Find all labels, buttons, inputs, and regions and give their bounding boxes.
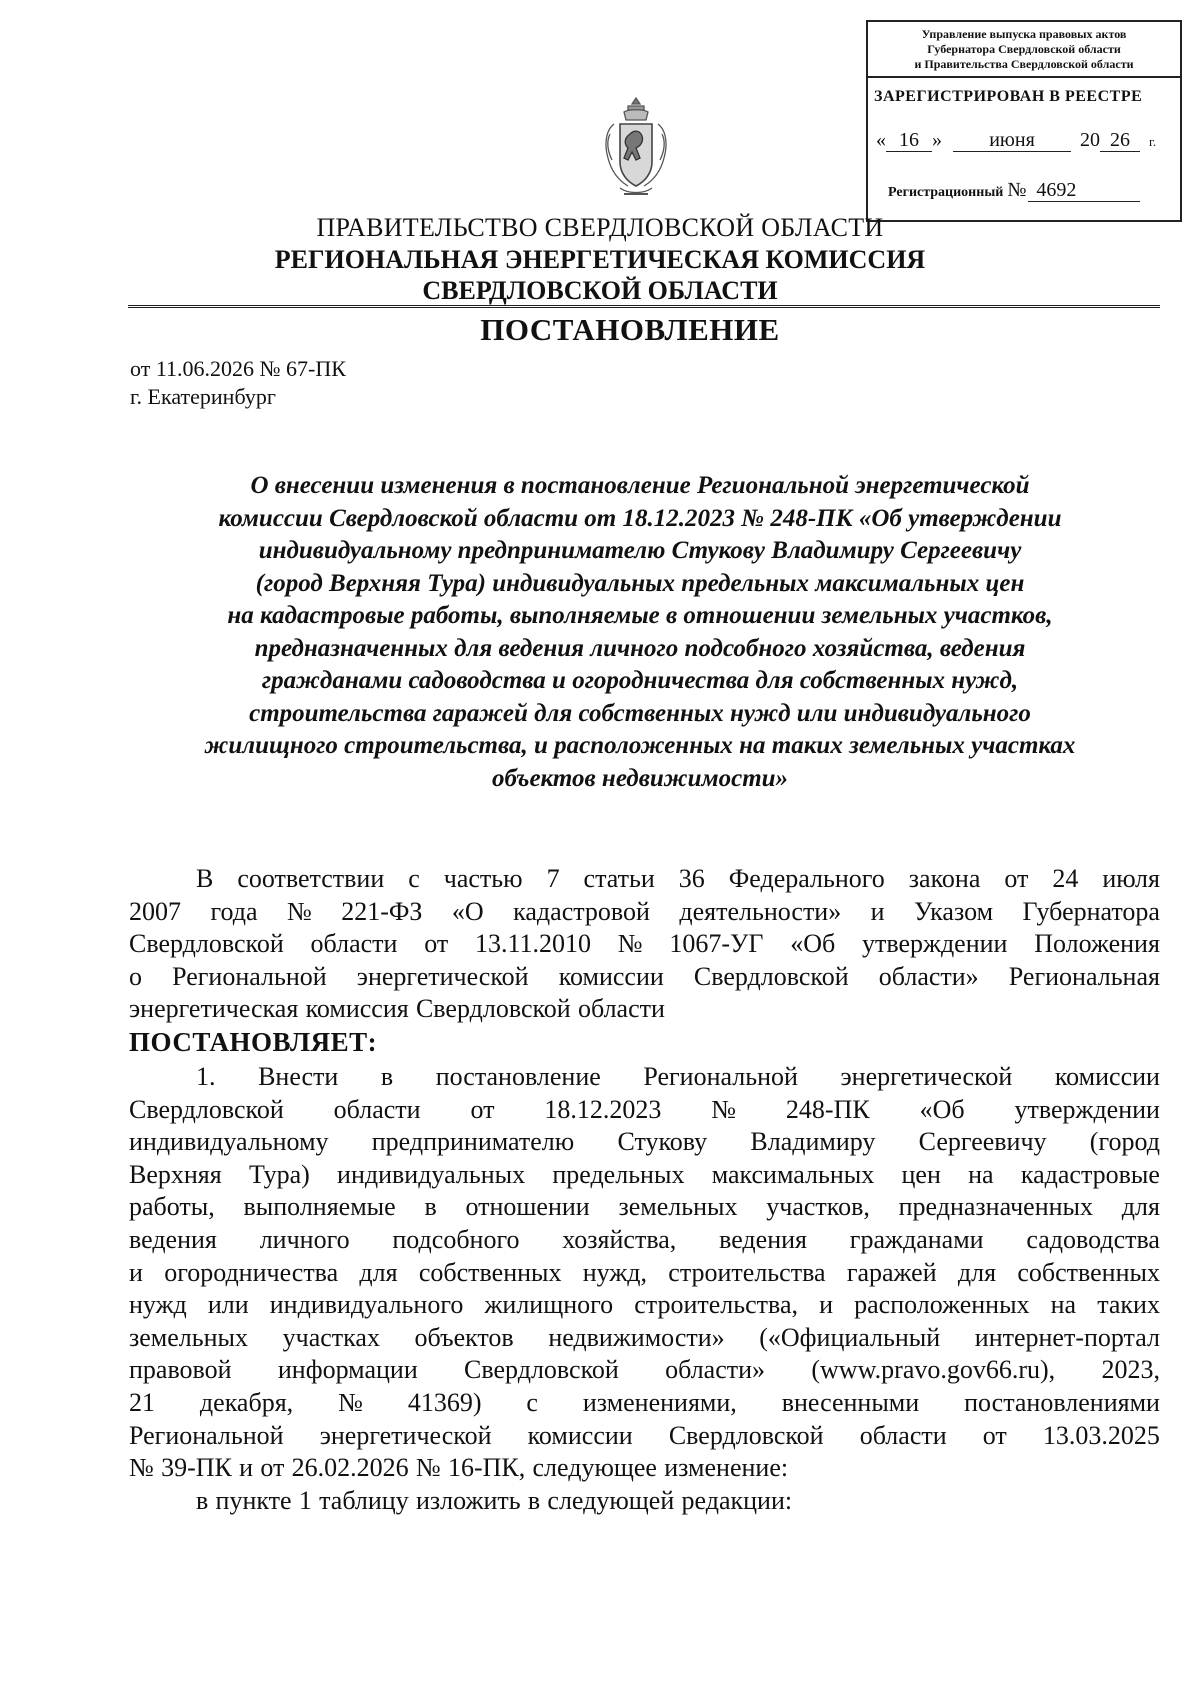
sub-item-line: в пункте 1 таблицу изложить в следующей редакции: bbox=[196, 1485, 793, 1515]
document-meta bbox=[130, 355, 346, 411]
heading-line: строительства гаражей для собственных нужд или индивидуального bbox=[249, 699, 1031, 727]
item-1-line: работы, выполняемые в отношении земельных участков, предназначенных для bbox=[129, 1192, 1160, 1222]
item-1-line: 21 декабря, № 41369) с изменениями, внесенными постановлениями bbox=[129, 1387, 1160, 1417]
heading-line: жилищного строительства, и расположенных на таких земельных участках bbox=[204, 732, 1076, 759]
stamp-year-suffix: 26 bbox=[1100, 129, 1140, 152]
item-1-line: нужд или индивидуального жилищного строительства, и расположенных на таких bbox=[129, 1290, 1160, 1320]
stamp-month: июня bbox=[953, 129, 1071, 152]
item-1-line: ведения личного подсобного хозяйства, ведения гражданами садоводства bbox=[129, 1224, 1160, 1254]
preamble-paragraph bbox=[129, 863, 1160, 1026]
item-1-line: правовой информации Свердловской области» (www.pravo.gov66.ru), 2023, bbox=[129, 1355, 1160, 1385]
heading-line: на кадастровые работы, выполняемые в отношении земельных участков, bbox=[227, 602, 1053, 629]
stamp-year-abbrev: г. bbox=[1149, 134, 1157, 149]
stamp-number-row bbox=[888, 179, 1140, 202]
preamble-line: 2007 года № 221-ФЗ «О кадастровой деятельности» и Указом Губернатора bbox=[129, 896, 1160, 926]
commission-name-line1: РЕГИОНАЛЬНАЯ ЭНЕРГЕТИЧЕСКАЯ КОМИССИЯ bbox=[274, 245, 926, 274]
heading-line: объектов недвижимости» bbox=[491, 764, 789, 792]
stamp-year-prefix: 20 bbox=[1080, 129, 1100, 151]
stamp-quote-open: « bbox=[876, 129, 886, 151]
preamble-line: Свердловской области от 13.11.2010 № 1067-УГ «Об утверждении Положения bbox=[129, 929, 1160, 959]
stamp-day: 16 bbox=[886, 129, 932, 152]
stamp-header-line: и Правительства Свердловской области bbox=[914, 57, 1134, 71]
stamp-number-sign: № bbox=[1007, 179, 1027, 201]
coat-of-arms-emblem-icon bbox=[600, 94, 672, 204]
stamp-header-line: Управление выпуска правовых актов bbox=[921, 27, 1127, 41]
government-name: ПРАВИТЕЛЬСТВО СВЕРДЛОВСКОЙ ОБЛАСТИ bbox=[316, 213, 884, 242]
heading-line: О внесении изменения в постановление Региональной энергетической bbox=[250, 472, 1030, 499]
item-1-line: индивидуальному предпринимателю Стукову Владимиру Сергеевичу (город bbox=[129, 1127, 1160, 1157]
preamble-line: энергетическая комиссия Свердловской области bbox=[129, 994, 665, 1024]
stamp-quote-close: » bbox=[932, 129, 942, 151]
item-1-line: и огородничества для собственных нужд, строительства гаражей для собственных bbox=[129, 1257, 1160, 1287]
stamp-number-label: Регистрационный bbox=[888, 185, 1004, 200]
heading-line: комиссии Свердловской области от 18.12.2023 № 248-ПК «Об утверждении bbox=[218, 504, 1062, 532]
organization-header bbox=[100, 212, 1100, 306]
heading-line: предназначенных для ведения личного подсобного хозяйства, ведения bbox=[254, 634, 1026, 662]
item-1-line: Верхняя Тура) индивидуальных предельных максимальных цен на кадастровые bbox=[129, 1159, 1160, 1189]
date-number: от 11.06.2026 № 67-ПК bbox=[130, 356, 346, 381]
item-1-line: Свердловской области от 18.12.2023 № 248-ПК «Об утверждении bbox=[129, 1094, 1160, 1124]
stamp-header bbox=[868, 22, 1180, 78]
commission-name-line2: СВЕРДЛОВСКОЙ ОБЛАСТИ bbox=[422, 276, 778, 305]
registration-stamp bbox=[866, 20, 1182, 222]
city: г. Екатеринбург bbox=[130, 384, 276, 409]
item-1-line: земельных участках объектов недвижимости» («Официальный интернет-портал bbox=[129, 1322, 1160, 1352]
stamp-header-line: Губернатора Свердловской области bbox=[927, 42, 1121, 56]
stamp-date bbox=[876, 129, 1156, 152]
header-divider bbox=[128, 305, 1160, 308]
preamble-line: о Региональной энергетической комиссии Свердловской области» Региональная bbox=[129, 961, 1160, 991]
heading-line: (город Верхняя Тура) индивидуальных предельных максимальных цен bbox=[255, 569, 1025, 597]
stamp-number: 4692 bbox=[1028, 179, 1140, 202]
stamp-title: ЗАРЕГИСТРИРОВАН В РЕЕСТРЕ bbox=[874, 88, 1143, 105]
preamble-line: В соответствии с частью 7 статьи 36 Федерального закона от 24 июля bbox=[196, 864, 1160, 893]
item-1-line: № 39-ПК и от 26.02.2026 № 16-ПК, следующее изменение: bbox=[129, 1453, 789, 1483]
item-1-paragraph bbox=[129, 1061, 1160, 1517]
heading-line: индивидуальному предпринимателю Стукову Владимиру Сергеевичу bbox=[258, 537, 1022, 564]
resolves-heading: ПОСТАНОВЛЯЕТ: bbox=[129, 1027, 378, 1057]
document-type: ПОСТАНОВЛЕНИЕ bbox=[480, 312, 780, 347]
item-1-line: Региональной энергетической комиссии Свердловской области от 13.03.2025 bbox=[129, 1420, 1160, 1450]
heading-line: гражданами садоводства и огородничества для собственных нужд, bbox=[261, 667, 1019, 694]
item-1-line: 1. Внести в постановление Региональной энергетической комиссии bbox=[196, 1062, 1160, 1091]
document-heading bbox=[120, 470, 1160, 795]
